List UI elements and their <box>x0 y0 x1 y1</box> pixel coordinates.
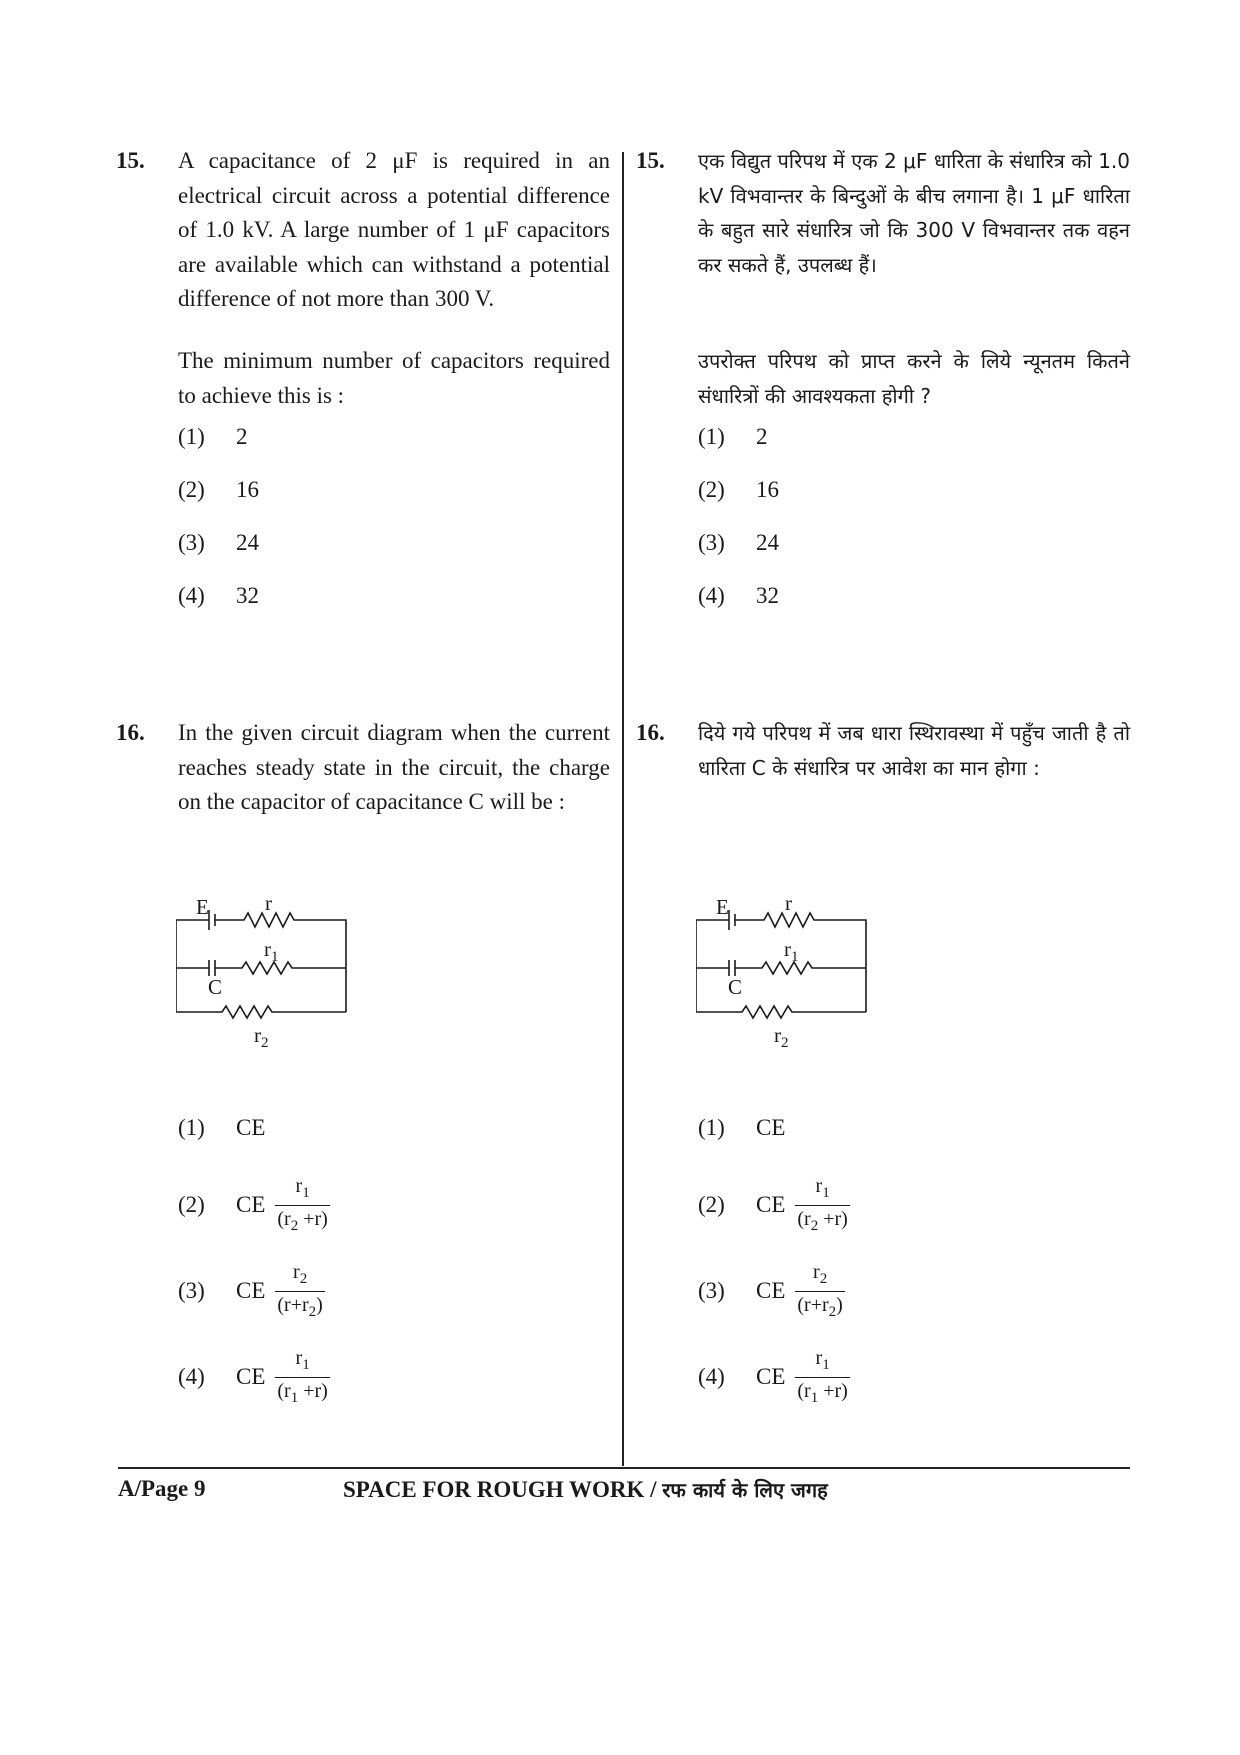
option-1[interactable] <box>178 424 248 450</box>
option-4[interactable] <box>698 1346 850 1411</box>
option-prefix: CE <box>236 1277 266 1303</box>
question-text: A capacitance of 2 μF is required in an electrical circuit across a potential difference of 1.0 kV. A large number of 1 μF capacitors are available which can withstand a potential difference of not more than 300 V. <box>178 148 610 312</box>
option-number: (4) <box>178 1363 205 1389</box>
option-3[interactable] <box>178 530 259 556</box>
option-number: (1) <box>698 424 725 449</box>
label-r2: $r_2$ <box>254 1023 269 1051</box>
option-number: (1) <box>178 1115 205 1140</box>
option-3[interactable] <box>698 530 779 556</box>
circuit-diagram <box>176 884 386 1054</box>
question-number: 16. <box>636 720 665 745</box>
footer-rule <box>118 1467 1130 1469</box>
option-value: 24 <box>756 530 779 555</box>
option-value: 2 <box>756 424 768 449</box>
option-prefix: CE <box>236 1191 266 1217</box>
circuit-diagram <box>696 884 906 1054</box>
label-C: C <box>728 975 743 999</box>
option-value: CE <box>756 1115 786 1140</box>
question-prompt: उपरोक्त परिपथ को प्राप्त करने के लिये न्यूनतम कितने संधारित्रों की आवश्यकता होगी ? <box>698 349 1130 408</box>
option-3[interactable] <box>178 1260 325 1325</box>
option-1[interactable] <box>178 1115 265 1141</box>
option-number: (1) <box>698 1115 725 1140</box>
rough-work-label: SPACE FOR ROUGH WORK / रफ कार्य के लिए जगह <box>343 1477 828 1502</box>
question-number: 15. <box>636 148 665 173</box>
option-number: (3) <box>698 530 725 555</box>
fraction: $\frac{r_1}{(r_1 +r)}$ <box>275 1346 329 1411</box>
question-text: एक विद्युत परिपथ में एक 2 μF धारिता के संधारित्र को 1.0 kV विभवान्तर के बिन्दुओं के बीच लगाना है। 1 μF धारिता के बहुत सारे संधारित्र जो कि 300 V विभवान्तर तक वहन कर सकते हैं, उपलब्ध हैं। <box>698 149 1130 277</box>
option-2[interactable] <box>178 477 259 503</box>
option-value: CE <box>236 1115 266 1140</box>
fraction: $\frac{r_1}{(r_2 +r)}$ <box>275 1174 329 1239</box>
label-r: r <box>785 891 792 915</box>
option-number: (2) <box>698 1191 725 1217</box>
fraction: $\frac{r_1}{(r_1 +r)}$ <box>795 1346 849 1411</box>
question-number: 15. <box>116 148 145 173</box>
option-prefix: CE <box>756 1363 786 1389</box>
option-value: 2 <box>236 424 248 449</box>
option-4[interactable] <box>698 583 779 609</box>
option-2[interactable] <box>698 477 779 503</box>
option-4[interactable] <box>178 1346 330 1411</box>
option-value: 32 <box>756 583 779 608</box>
option-2[interactable] <box>178 1174 330 1239</box>
label-r: r <box>265 891 272 915</box>
question-text: In the given circuit diagram when the current reaches steady state in the circuit, the charge on the capacitor of capacitance C will be : <box>178 720 610 815</box>
label-r1: $r_1$ <box>784 937 799 965</box>
option-value: 24 <box>236 530 259 555</box>
label-E: E <box>196 895 209 919</box>
option-number: (3) <box>178 1277 205 1303</box>
option-number: (4) <box>698 583 725 608</box>
option-number: (4) <box>698 1363 725 1389</box>
option-value: 16 <box>756 477 779 502</box>
option-3[interactable] <box>698 1260 845 1325</box>
option-number: (1) <box>178 424 205 449</box>
option-number: (2) <box>178 1191 205 1217</box>
question-text: दिये गये परिपथ में जब धारा स्थिरावस्था में पहुँच जाती है तो धारिता C के संधारित्र पर आवेश का मान होगा : <box>698 721 1130 780</box>
label-C: C <box>208 975 223 999</box>
label-r2: $r_2$ <box>774 1023 789 1051</box>
option-4[interactable] <box>178 583 259 609</box>
option-prefix: CE <box>756 1191 786 1217</box>
option-1[interactable] <box>698 424 768 450</box>
page-number: A/Page 9 <box>118 1476 206 1501</box>
option-prefix: CE <box>236 1363 266 1389</box>
question-number: 16. <box>116 720 145 745</box>
option-1[interactable] <box>698 1115 785 1141</box>
column-divider <box>622 152 624 1466</box>
option-value: 32 <box>236 583 259 608</box>
fraction: $\frac{r_2}{(r+r_2)}$ <box>795 1260 844 1325</box>
option-number: (3) <box>178 530 205 555</box>
label-r1: $r_1$ <box>264 937 279 965</box>
option-value: 16 <box>236 477 259 502</box>
option-prefix: CE <box>756 1277 786 1303</box>
fraction: $\frac{r_2}{(r+r_2)}$ <box>275 1260 324 1325</box>
option-number: (2) <box>698 477 725 502</box>
fraction: $\frac{r_1}{(r_2 +r)}$ <box>795 1174 849 1239</box>
option-number: (2) <box>178 477 205 502</box>
question-prompt: The minimum number of capacitors required to achieve this is : <box>178 348 610 408</box>
option-number: (3) <box>698 1277 725 1303</box>
option-2[interactable] <box>698 1174 850 1239</box>
label-E: E <box>716 895 729 919</box>
option-number: (4) <box>178 583 205 608</box>
